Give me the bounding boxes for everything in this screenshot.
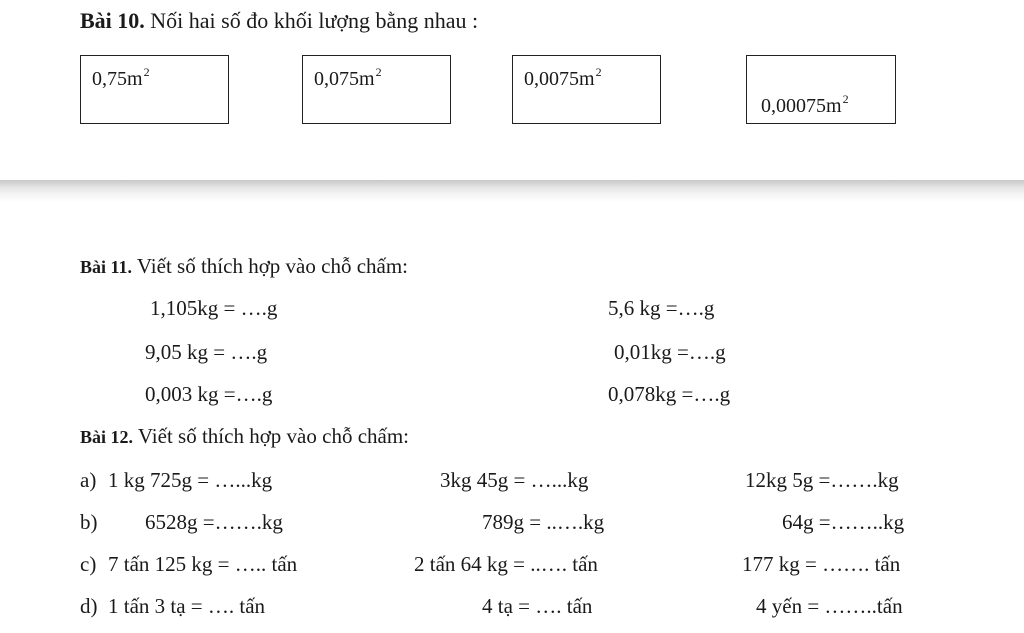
match-box-3-exponent: 2 bbox=[595, 65, 602, 79]
bai12-label: Bài 12. bbox=[80, 427, 134, 447]
bai12-heading bbox=[80, 424, 409, 449]
bai11-heading bbox=[80, 254, 408, 279]
bai12-row-a-col1: 1 kg 725g = …...kg bbox=[108, 468, 273, 492]
bai12-row-a-col2: 3kg 45g = …...kg bbox=[440, 468, 589, 492]
match-box-2-exponent: 2 bbox=[375, 65, 382, 79]
bai12-row-c-col1: 7 tấn 125 kg = ….. tấn bbox=[108, 552, 298, 576]
match-box-4-value: 0,00075m bbox=[761, 95, 842, 117]
match-box-1 bbox=[80, 55, 229, 124]
match-box-2 bbox=[302, 55, 451, 124]
bai10-label: Bài 10. bbox=[80, 8, 145, 33]
bai12-row-b-col3: 64g =……..kg bbox=[782, 510, 905, 534]
match-box-4 bbox=[746, 55, 896, 124]
bai12-row-c-label: c) bbox=[80, 552, 97, 576]
bai11-right-item-2: 0,01kg =….g bbox=[614, 340, 726, 364]
bai12-row-a-col3: 12kg 5g =…….kg bbox=[745, 468, 899, 492]
bai12-row-d-col1: 1 tấn 3 tạ = …. tấn bbox=[108, 594, 266, 618]
page-separator bbox=[0, 180, 1024, 202]
match-box-2-value: 0,075m bbox=[314, 68, 375, 90]
bai10-instruction: Nối hai số đo khối lượng bằng nhau : bbox=[150, 8, 479, 33]
bai12-row-b-col1: 6528g =…….kg bbox=[145, 510, 283, 534]
bai11-right-item-1: 5,6 kg =….g bbox=[608, 296, 715, 320]
bai12-row-d-label: d) bbox=[80, 594, 98, 618]
bai11-left-item-2: 9,05 kg = ….g bbox=[145, 340, 268, 364]
bai12-row-d-col2: 4 tạ = …. tấn bbox=[482, 594, 593, 618]
bai12-instruction: Viết số thích hợp vào chỗ chấm: bbox=[137, 424, 410, 448]
match-box-4-exponent: 2 bbox=[842, 92, 849, 106]
match-box-1-exponent: 2 bbox=[143, 65, 150, 79]
bai11-left-item-3: 0,003 kg =….g bbox=[145, 382, 273, 406]
match-box-1-value: 0,75m bbox=[92, 68, 143, 90]
bai10-heading bbox=[80, 8, 478, 34]
bai12-row-b-label: b) bbox=[80, 510, 98, 534]
bai12-row-c-col2: 2 tấn 64 kg = ..…. tấn bbox=[414, 552, 598, 576]
bai12-row-b-col2: 789g = ..….kg bbox=[482, 510, 605, 534]
bai11-left-item-1: 1,105kg = ….g bbox=[150, 296, 278, 320]
bai11-label: Bài 11. bbox=[80, 257, 133, 277]
bai12-row-d-col3: 4 yến = ……..tấn bbox=[756, 594, 903, 618]
bai11-right-item-3: 0,078kg =….g bbox=[608, 382, 731, 406]
bai12-row-c-col3: 177 kg = ……. tấn bbox=[742, 552, 901, 576]
bai11-instruction: Viết số thích hợp vào chỗ chấm: bbox=[136, 254, 409, 278]
bai12-row-a-label: a) bbox=[80, 468, 97, 492]
match-box-3-value: 0,0075m bbox=[524, 68, 595, 90]
match-box-3 bbox=[512, 55, 661, 124]
